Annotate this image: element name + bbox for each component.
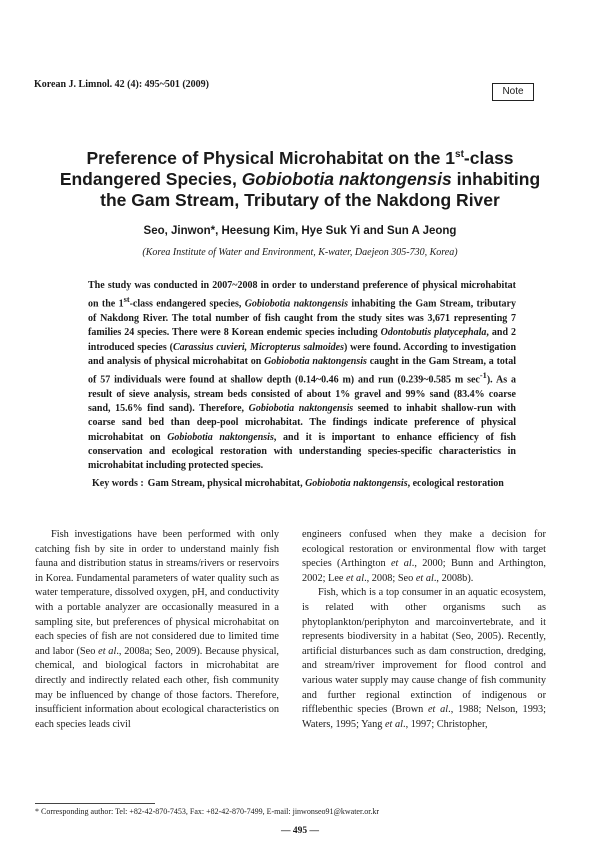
footnote-divider — [35, 803, 155, 804]
body-paragraph: Fish investigations have been performed with only catching fish by site in order to understand mainly fish fauna and distribution status in streams/rivers or reservoirs in Korea. Fundamental parameters of water quality such as water temperature, dissolved oxygen, pH, and conductivity with a portable analyzer are occasionally measured in a sampling site, but preferences of physical microhabitat on each species of fish are not considered due to limited time and labor (Seo et al., 2008a; Seo, 2009). Because physical, chemical, and biological factors in microhabitat are directly and indirectly related each other, fish community may be influenced by change of those factors. Therefore, insufficient information about ecological characteristics on each species leads civil — [35, 529, 279, 730]
corresponding-author-footnote: * Corresponding author: Tel: +82-42-870-7453, Fax: +82-42-870-7499, E-mail: jinwonseo91@kwater.or.kr — [35, 807, 380, 816]
abstract: The study was conducted in 2007~2008 in order to understand preference of physical microhabitat on the 1st-class endangered species, Gobiobotia naktongensis inhabiting the Gam Stream, tributary of Nakdong River. The total number of fish caught from the study sites was 3,671 representing 7 families 24 species. There were 8 Korean endemic species including Odontobutis platycephala, and 2 introduced species (Carassius cuvieri, Micropterus salmoides) were found. According to investigation and analysis of physical microhabitat on Gobiobotia naktongensis caught in the Gam Stream, a total of 57 individuals were found at shallow depth (0.14~0.46 m) and run (0.239~0.585 m $\sec^{-1}$). As a result of sieve analysis, stream beds consisted of about 1% gravel and 99% sand (83.4% coarse sand, 15.6% find sand). Therefore, Gobiobotia naktongensis seemed to inhabit shallow-run with coarse sand bed than deep-pool microhabitat. The findings indicate preference of physical microhabitat on Gobiobotia naktongensis, and it is important to enhance efficiency of fish conservation and ecological restoration with understanding species-specific characteristics in microhabitat including protected species. — [88, 280, 517, 472]
note-label: Note — [492, 83, 534, 101]
journal-reference: Korean J. Limnol. 42 (4): 495~501 (2009) — [34, 79, 210, 90]
keywords-text: Gam Stream, physical microhabitat, Gobiobotia naktongensis, ecological restoration — [147, 478, 504, 489]
page-number: — 495 — — [281, 826, 319, 836]
keywords-label: Key words : — [92, 478, 144, 489]
title-line-3: the Gam Stream, Tributary of the Nakdong River — [100, 190, 500, 210]
keywords — [92, 477, 512, 491]
title-line-1: Preference of Physical Microhabitat on the 1st-class — [86, 148, 514, 168]
body-paragraph: engineers confused when they make a decision for ecological restoration or environmental flow with target species (Arthington et al., 2000; Bunn and Arthington, 2002; Lee et al., 2008; Seo et al., 2008b). — [302, 529, 546, 584]
body-column-left — [35, 528, 279, 732]
body-column-right — [302, 528, 546, 732]
paper-title — [50, 148, 550, 211]
title-line-2: Endangered Species, Gobiobotia naktongensis inhabiting — [59, 169, 541, 189]
body-paragraph: Fish, which is a top consumer in an aquatic ecosystem, is related with other organisms such as phytoplankton/periphyton and marcoinvertebrate, and it represents biodiversity in a habitat (Seo, 2005). Recently, artificial disturbances such as dam construction, dredging, and stream/river improvement for flood control and various water supply may cause change of fish community and further regional extinction of indigenous or rifflebenthic species (Brown et al., 1988; Nelson, 1993; Waters, 1995; Yang et al., 1997; Christopher, — [302, 587, 547, 730]
affiliation: (Korea Institute of Water and Environment, K-water, Daejeon 305-730, Korea) — [142, 247, 458, 258]
authors: Seo, Jinwon*, Heesung Kim, Hye Suk Yi and Sun A Jeong — [143, 225, 457, 237]
